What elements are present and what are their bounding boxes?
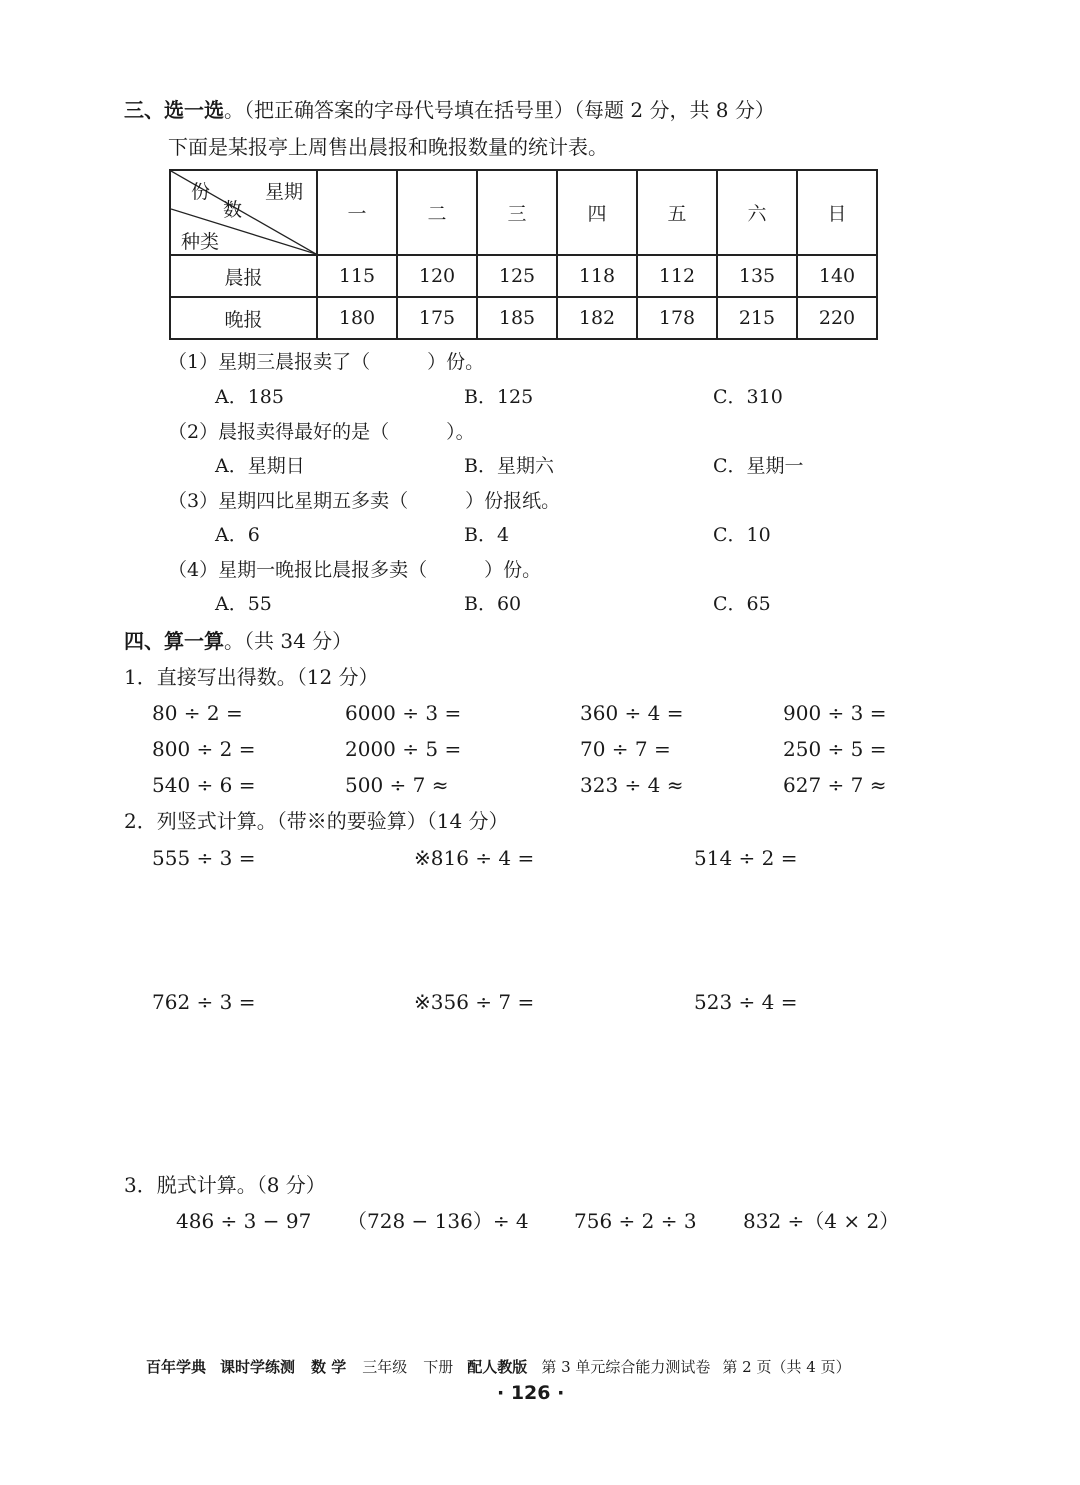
footer-brand: 百年学典 bbox=[146, 1358, 207, 1376]
table-cell: 125 bbox=[477, 255, 557, 297]
option-c: C．65 bbox=[713, 593, 771, 615]
oral-calc-item: 80 ÷ 2 = bbox=[152, 701, 243, 725]
section4-points: 。（共 34 分） bbox=[224, 629, 353, 653]
day-header: 三 bbox=[477, 170, 557, 255]
question-stem: （1）星期三晨报卖了（ ）份。 bbox=[168, 351, 485, 373]
stepwise-calc-item: （728 − 136）÷ 4 bbox=[347, 1209, 529, 1233]
row-label: 晨报 bbox=[170, 255, 317, 297]
oral-calc-item: 800 ÷ 2 = bbox=[152, 737, 256, 761]
vertical-calc-item: ※356 ÷ 7 = bbox=[414, 990, 535, 1014]
option-b: B．60 bbox=[464, 593, 522, 615]
vertical-calc-item: ※816 ÷ 4 = bbox=[414, 846, 535, 870]
part3-title: 3．脱式计算。（8 分） bbox=[124, 1173, 326, 1197]
day-header: 一 bbox=[317, 170, 397, 255]
table-cell: 215 bbox=[717, 297, 797, 339]
option-a: A．185 bbox=[215, 386, 284, 408]
stepwise-calc-item: 756 ÷ 2 ÷ 3 bbox=[574, 1209, 697, 1233]
day-header: 五 bbox=[637, 170, 717, 255]
option-b: B．星期六 bbox=[464, 455, 554, 477]
option-a: A．55 bbox=[215, 593, 272, 615]
oral-calc-item: 6000 ÷ 3 = bbox=[345, 701, 462, 725]
table-cell: 118 bbox=[557, 255, 637, 297]
stepwise-calc-item: 832 ÷（4 × 2） bbox=[743, 1209, 900, 1233]
option-a: A．6 bbox=[215, 524, 260, 546]
vertical-calc-item: 523 ÷ 4 = bbox=[694, 990, 798, 1014]
question-stem: （3）星期四比星期五多卖（ ）份报纸。 bbox=[168, 490, 561, 512]
section3-title: 三、选一选 bbox=[124, 98, 224, 122]
table-cell: 120 bbox=[397, 255, 477, 297]
question-stem: （2）晨报卖得最好的是（ ）。 bbox=[168, 421, 475, 443]
part2-title: 2．列竖式计算。（带※的要验算）（14 分） bbox=[124, 809, 509, 833]
table-row-evening bbox=[170, 297, 877, 339]
page-number: · 126 · bbox=[497, 1382, 565, 1404]
table-cell: 135 bbox=[717, 255, 797, 297]
table-cell: 220 bbox=[797, 297, 877, 339]
table-cell: 112 bbox=[637, 255, 717, 297]
oral-calc-item: 323 ÷ 4 ≈ bbox=[580, 773, 684, 797]
oral-calc-item: 500 ÷ 7 ≈ bbox=[345, 773, 449, 797]
table-cell: 115 bbox=[317, 255, 397, 297]
day-header: 日 bbox=[797, 170, 877, 255]
table-cell: 140 bbox=[797, 255, 877, 297]
oral-calc-item: 900 ÷ 3 = bbox=[783, 701, 887, 725]
oral-calc-item: 2000 ÷ 5 = bbox=[345, 737, 462, 761]
corner-label-shu: 数 bbox=[223, 199, 243, 221]
part1-title: 1．直接写出得数。（12 分） bbox=[124, 665, 379, 689]
option-b: B．125 bbox=[464, 386, 534, 408]
footer-volume: 下册 bbox=[423, 1358, 454, 1376]
vertical-calc-item: 762 ÷ 3 = bbox=[152, 990, 256, 1014]
table-corner-header bbox=[170, 170, 317, 255]
section3-instruction: 。（把正确答案的字母代号填在括号里）（每题 2 分，共 8 分） bbox=[224, 98, 775, 122]
table-cell: 185 bbox=[477, 297, 557, 339]
day-header: 四 bbox=[557, 170, 637, 255]
option-c: C．10 bbox=[713, 524, 771, 546]
option-c: C．310 bbox=[713, 386, 783, 408]
footer-grade: 三年级 bbox=[362, 1358, 408, 1376]
table-cell: 178 bbox=[637, 297, 717, 339]
oral-calc-item: 540 ÷ 6 = bbox=[152, 773, 256, 797]
option-a: A．星期日 bbox=[215, 455, 305, 477]
footer-subject: 数 学 bbox=[311, 1358, 347, 1376]
stepwise-calc-item: 486 ÷ 3 − 97 bbox=[176, 1209, 312, 1233]
corner-label-zhonglei: 种类 bbox=[181, 231, 220, 253]
question-stem: （4）星期一晚报比晨报多卖（ ）份。 bbox=[168, 559, 542, 581]
row-label: 晚报 bbox=[170, 297, 317, 339]
option-c: C．星期一 bbox=[713, 455, 804, 477]
footer-edition: 配人教版 bbox=[467, 1358, 528, 1376]
table-cell: 180 bbox=[317, 297, 397, 339]
section3-intro: 下面是某报亭上周售出晨报和晚报数量的统计表。 bbox=[168, 135, 608, 159]
day-header: 六 bbox=[717, 170, 797, 255]
vertical-calc-item: 555 ÷ 3 = bbox=[152, 846, 256, 870]
oral-calc-item: 250 ÷ 5 = bbox=[783, 737, 887, 761]
oral-calc-item: 360 ÷ 4 = bbox=[580, 701, 684, 725]
table-row-morning bbox=[170, 255, 877, 297]
oral-calc-item: 627 ÷ 7 ≈ bbox=[783, 773, 887, 797]
section4-heading bbox=[124, 629, 352, 653]
corner-label-fen: 份 bbox=[191, 181, 211, 203]
vertical-calc-item: 514 ÷ 2 = bbox=[694, 846, 798, 870]
corner-label-xingqi: 星期 bbox=[265, 181, 304, 203]
table-cell: 175 bbox=[397, 297, 477, 339]
section3-heading bbox=[124, 98, 775, 122]
table-cell: 182 bbox=[557, 297, 637, 339]
footer-series: 课时学练测 bbox=[220, 1358, 296, 1376]
newspaper-sales-table bbox=[169, 169, 878, 340]
oral-calc-item: 70 ÷ 7 = bbox=[580, 737, 671, 761]
day-header: 二 bbox=[397, 170, 477, 255]
footer-test: 第 3 单元综合能力测试卷 bbox=[541, 1358, 711, 1376]
footer-bar bbox=[146, 1357, 851, 1377]
option-b: B．4 bbox=[464, 524, 510, 546]
footer-pages: 第 2 页（共 4 页） bbox=[722, 1358, 851, 1376]
section4-title: 四、算一算 bbox=[124, 629, 224, 653]
